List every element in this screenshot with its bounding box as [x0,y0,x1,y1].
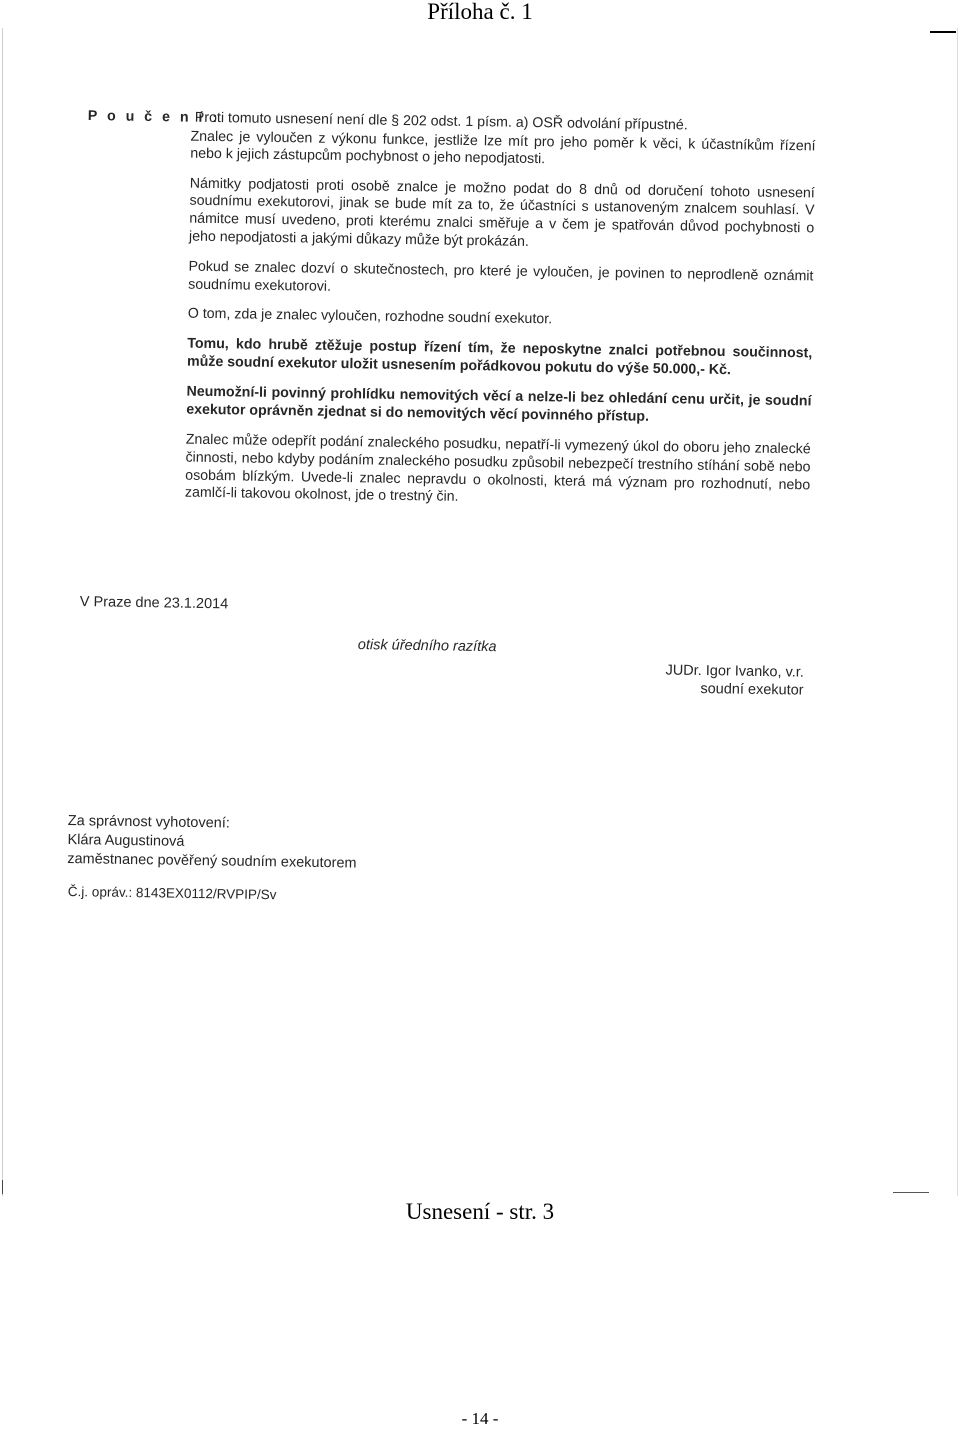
paragraph-objections: Námitky podjatosti proti osobě znalce je možno podat do 8 dnů od doručení tohoto usnesení soudnímu exekutorovi, jinak se bude mít za to, že účastníci s ustanoveným znalcem souhlasí. V námitce musí uvedeno, proti kterému znalci směřuje a v čem je spatřován důvod pochybnosti o jeho nepodjatosti a jakými důkazy může být prokázán. [188,175,815,250]
instruction-label: P o u č e n í : [87,108,221,127]
paragraph-penalty: Tomu, kdo hrubě ztěžuje postup řízení tím, že neposkytne znalci potřebnou součinnost, může soudní exekutor uložit usnesením pořádkovou pokutu do výše 50.000,- Kč. [186,335,813,378]
paragraph-decision: O tom, zda je znalec vyloučen, rozhodne soudní exekutor. [187,305,553,328]
page-label: Usnesení - str. 3 [405,1199,555,1224]
signer-role: soudní exekutor [700,681,804,699]
instruction-block [82,108,816,525]
paragraph-disqualification: Znalec je vyloučen z výkonu funkce, jestliže lze mít pro jeho poměr k věci, k účastníkům řízení nebo k jejich zástupcům pochybnost o jeho nepodjatosti. [190,128,816,168]
place-and-date: V Praze dne 23.1.2014 [79,594,229,613]
signature-block [635,661,804,700]
certification-heading: Za správnost vyhotovení: [67,812,230,832]
page-number: - 14 - [461,1409,499,1428]
paragraph-refusal: Znalec může odepřít podání znaleckého posudku, nepatří-li vymezený úkol do oboru jeho znalecké činnosti, nebo kdyby podáním znaleckého posudku způsobil nebezpečí trestního stíhání sobě nebo osobám blízkým. Uvede-li znalec nepravdu o okolnosti, která má význam pro rozhodnutí, nebo zamlčí-li takovou okolnost, jde o trestný čin. [184,431,811,505]
stamp-note: otisk úředního razítka [357,637,497,656]
certification-block [67,812,357,874]
document-title: Příloha č. 1 [427,0,533,24]
signer-name: JUDr. Igor Ivanko, v.r. [665,662,804,681]
paragraph-access: Neumožní-li povinný prohlídku nemovitých věcí a nelze-li bez ohledání cenu určit, je soudní exekutor oprávněn zjednat si do nemovitých věcí povinného přístup. [186,383,812,425]
paragraph-notification: Pokud se znalec dozví o skutečnostech, pro které je vyloučen, je povinen to neprodleně oznámit soudnímu exekutorovi. [188,258,814,295]
certification-name: Klára Augustinová [67,831,185,850]
certification-role: zaměstnanec pověřený soudním exekutorem [67,850,357,872]
reference-number: Č.j. opráv.: 8143EX0112/RVPIP/Sv [67,884,277,903]
instruction-intro: Proti tomuto usnesení není dle § 202 odst. 1 písm. a) OSŘ odvolání přípustné. [194,109,688,134]
